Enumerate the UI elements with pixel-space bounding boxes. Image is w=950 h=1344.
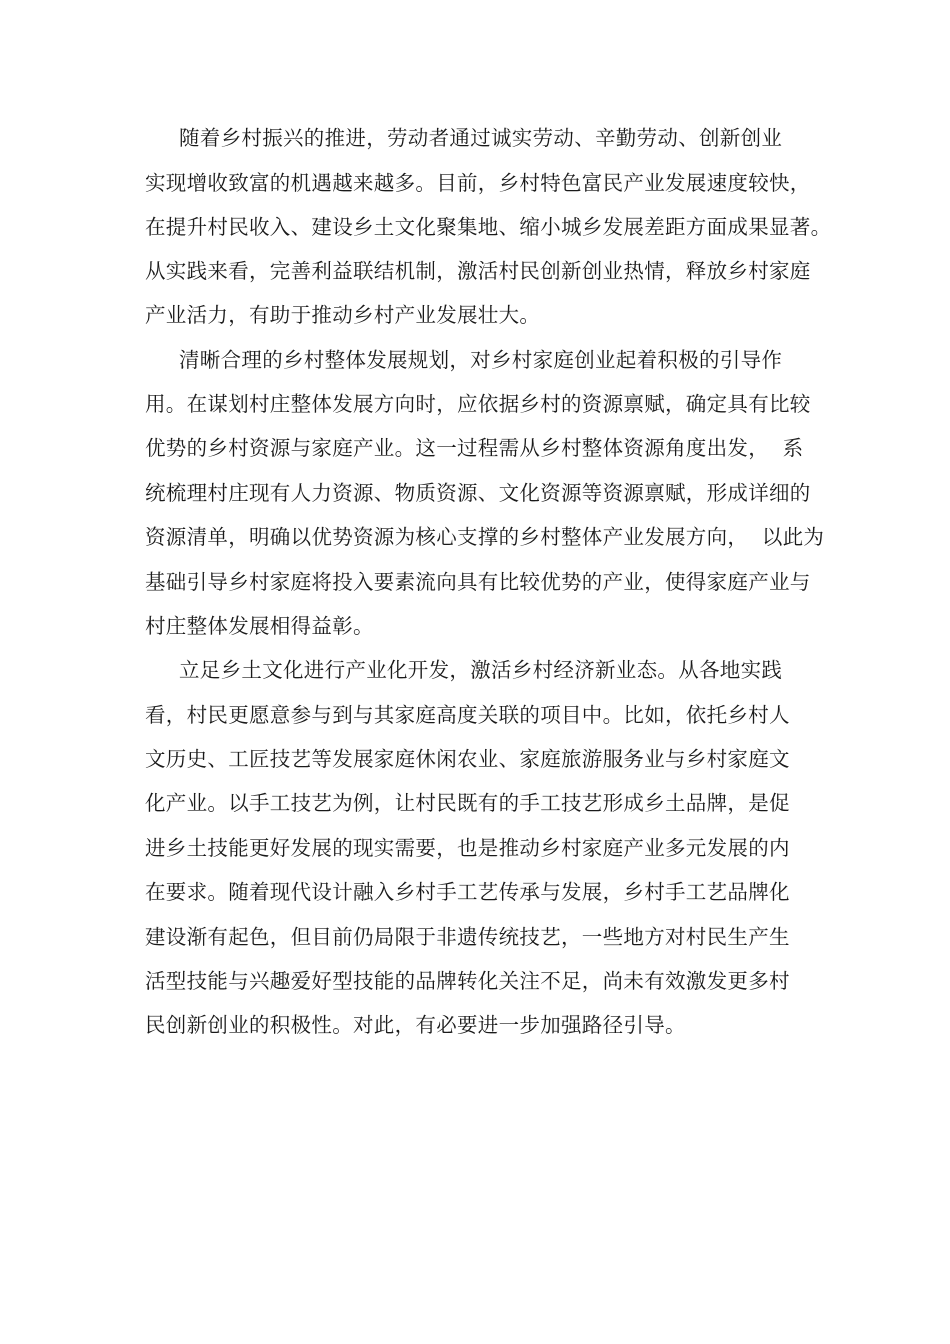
- paragraph-1-line-2: 实现增收致富的机遇越来越多。目前，乡村特色富民产业发展速度较快，: [145, 171, 811, 195]
- paragraph-3-line-6: 在要求。随着现代设计融入乡村手工艺传承与发展，乡村手工艺品牌化: [145, 880, 790, 904]
- paragraph-1-line-3: 在提升村民收入、建设乡土文化聚集地、缩小城乡发展差距方面成果显著。: [145, 215, 832, 239]
- paragraph-3-line-3: 文历史、工匠技艺等发展家庭休闲农业、家庭旅游服务业与乡村家庭文: [145, 747, 790, 771]
- paragraph-2-line-6: 基础引导乡村家庭将投入要素流向具有比较优势的产业，使得家庭产业与: [145, 570, 811, 594]
- paragraph-3-line-4: 化产业。以手工技艺为例，让村民既有的手工技艺形成乡土品牌，是促: [145, 791, 790, 815]
- paragraph-3-line-9: 民创新创业的积极性。对此，有必要进一步加强路径引导。: [145, 1013, 686, 1037]
- paragraph-2-line-3: 优势的乡村资源与家庭产业。这一过程需从乡村整体资源角度出发， 系: [145, 436, 804, 460]
- paragraph-2-line-7: 村庄整体发展相得益彰。: [145, 614, 374, 638]
- paragraph-3-line-8: 活型技能与兴趣爱好型技能的品牌转化关注不足，尚未有效激发更多村: [145, 969, 790, 993]
- paragraph-2-line-5: 资源清单，明确以优势资源为核心支撑的乡村整体产业发展方向， 以此为: [145, 525, 825, 549]
- paragraph-2-line-2: 用。在谋划村庄整体发展方向时，应依据乡村的资源禀赋，确定具有比较: [145, 392, 811, 416]
- paragraph-1-line-4: 从实践来看，完善利益联结机制，激活村民创新创业热情，释放乡村家庭: [145, 259, 811, 283]
- paragraph-3-line-1: 立足乡土文化进行产业化开发，激活乡村经济新业态。从各地实践: [179, 658, 783, 682]
- paragraph-1-line-1: 随着乡村振兴的推进，劳动者通过诚实劳动、辛勤劳动、创新创业: [179, 126, 783, 150]
- paragraph-1-line-5: 产业活力，有助于推动乡村产业发展壮大。: [145, 303, 541, 327]
- paragraph-2-line-4: 统梳理村庄现有人力资源、物质资源、文化资源等资源禀赋，形成详细的: [145, 481, 811, 505]
- paragraph-2-line-1: 清晰合理的乡村整体发展规划，对乡村家庭创业起着积极的引导作: [179, 348, 783, 372]
- paragraph-3-line-7: 建设渐有起色，但目前仍局限于非遗传统技艺，一些地方对村民生产生: [145, 925, 790, 949]
- paragraph-3-line-2: 看，村民更愿意参与到与其家庭高度关联的项目中。比如，依托乡村人: [145, 703, 790, 727]
- paragraph-3-line-5: 进乡土技能更好发展的现实需要，也是推动乡村家庭产业多元发展的内: [145, 836, 790, 860]
